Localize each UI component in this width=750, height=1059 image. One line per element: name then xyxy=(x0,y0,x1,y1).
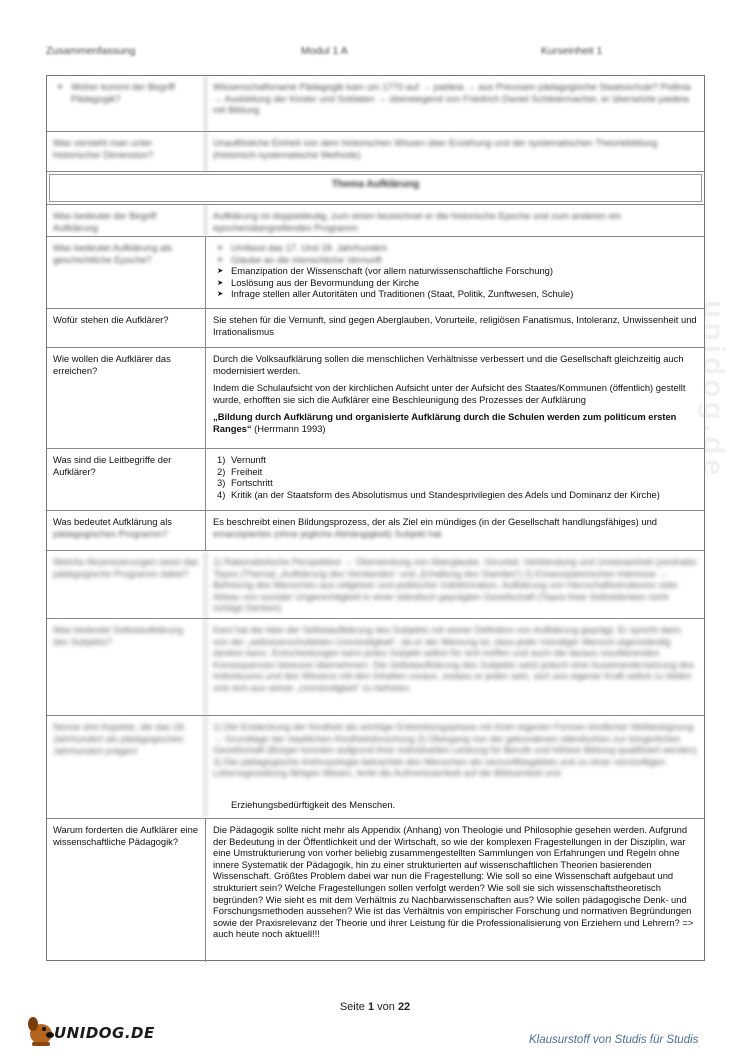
answer-text: Es beschreibt einen Bildungsprozess, der als Ziel ein mündiges (in der Gesellschaft handlungsfähiges) und xyxy=(213,516,658,527)
table-row xyxy=(47,511,704,551)
table-row xyxy=(47,309,704,348)
table-row xyxy=(47,619,704,716)
answer-cell xyxy=(207,716,704,818)
answer-cell: Kant hat die Idee der Selbstaufklärung des Subjekts mit seiner Definition von Aufklärung geprägt. Er spricht darin von der „selbstverschuldeten Unmündigkeit“, da er der Meinung ist, dass jeder mündiger Mensch eigenständig denken kann. Entscheidungen kann jedes Subjekt selbst für sich treffen und auch die daraus resultierenden Konsequenzen bewusst übernehmen. Die Selbstaufklärung des Subjekts setzt jedoch eine Auseinandersetzung des Individuums und des Wissens mit den Inhalten voraus, sodass er jeden sein, sich aus eigener Kraft selbst zu bilden und sich aus seiner „Unmündigkeit“ zu befreien. xyxy=(213,624,695,693)
question-cell: Was sind die Leitbegriffe der Aufklärer? xyxy=(47,449,206,510)
question-cell xyxy=(47,76,206,131)
question-cell: Was bedeutet Selbstaufklärung des Subjekts? xyxy=(47,619,206,715)
summary-table xyxy=(46,75,705,961)
list-item: 1) Vernunft xyxy=(217,454,266,465)
list-item: 2) Freiheit xyxy=(217,465,263,477)
question-cell: Warum forderten die Aufklärer eine wissenschaftliche Pädagogik? xyxy=(47,819,206,962)
list-item: ➤ Loslösung aus der Bevormundung der Kirche xyxy=(213,277,698,289)
answer-cell: 1) Rationalistische Perspektive → Überwindung von Aberglaube, Vorurteil, Verblendung und Unwissenheit (zentrales Topos (Thema) „Aufklärung des Verstandes“ und „Erhaltung des Standes“) 2) Emanzipatorisches Interesse → Befreiung des Menschen aus religiöser und politischer Indoktrination, Aufklärung von Herrschaftsstrukturen oder Abbau von sozialer Ungerechtigkeit in einer ständisch geprägten Gesellschaft (Topos freie Selbstdenken nicht richtige Denken) xyxy=(213,556,697,614)
answer-cell xyxy=(207,237,704,308)
list-item: 3) Fortschritt xyxy=(217,477,273,489)
question-cell xyxy=(47,511,206,550)
question-cell xyxy=(47,237,206,308)
question-text-partial: geschichtliche Epoche? xyxy=(53,254,152,265)
watermark-text: unidog.de xyxy=(697,300,730,480)
answer-cell: Sie stehen für die Vernunft, sind gegen Aberglauben, Vorurteile, religiösen Fanatismus, Intoleranz, Unwissenheit und Irrationalismus xyxy=(213,314,697,337)
answer-cell: Unauflösliche Einheit von dem historischen Wissen über Erziehung und der systematischen Theoriebildung (historisch-systematische Methode) xyxy=(213,137,658,160)
question-cell: Wie wollen die Aufklärer das erreichen? xyxy=(47,348,206,448)
table-row xyxy=(47,132,704,172)
answer-cell: Wissenschaftsname Pädagogik kam um 1770 auf → paideia → aus Preussen pädagogische Staatsschule? Pollinia → Ausbildung der Kinder und Soldaten → überwiegend von Friedrich Daniel Schleiermacher, er übersetzte paideia mit Bildung xyxy=(213,81,691,116)
page-header xyxy=(46,45,706,61)
answer-text: Erziehungsbedürftigkeit des Menschen. xyxy=(231,799,396,810)
table-row xyxy=(47,237,704,309)
table-row xyxy=(47,205,704,237)
unidog-logo xyxy=(24,1012,154,1048)
question-text-blurred: pädagogisches Programm? xyxy=(53,528,168,539)
current-page: 1 xyxy=(367,1001,375,1013)
header-left: Zusammenfassung xyxy=(46,45,136,57)
table-row xyxy=(47,348,704,449)
question-text: ➤ Woher kommt der Begriff Pädagogik? xyxy=(53,81,199,105)
quote-paragraph xyxy=(213,411,698,434)
table-row xyxy=(47,551,704,619)
answer-text-blurred: emanzipiertes (ohne jegliche Abhängigkeit) Subjekt hat. xyxy=(213,527,444,539)
answer-cell: Die Pädagogik sollte nicht mehr als Appendix (Anhang) von Theologie und Philosophie gesehen werden. Aufgrund der Bedeutung in der Öffentlichkeit und der Wirtschaft, so wie der komplexen Fragestellungen in der Disziplin, war eine Umstrukturierung von vorher beliebig zusammengestellten Sammlungen von Erfahrungen und Regeln ohne innere Systematik der Pädagogik, hin zu einer strukturierten auf wissenschaftlichen Theorien basierenden Wissenschaft. Größtes Problem dabei war nun die Fragestellung: Wie soll so eine Wissenschaft aufgebaut und strukturiert sein? Welche Fragestellungen sollen verfolgt werden? Wie soll sie sich wissenschaftstheoretisch begründen? Wie sieht es mit dem Verhältnis zu Nachbarwissenschaften aus? Wie sollen pädagogische Denk- und Forschungsmethoden aussehen? Wie ist das Verhältnis von empirischer Forschung und normativen Begründungen sowie der Praxisrelevanz der Theorie und ihrer Leistung für die Professionalisierung von Erziehern und Lehrern? => auch heute noch aktuell!!! xyxy=(213,824,694,940)
question-text-blurred: Was bedeutet Aufklärung als xyxy=(53,242,172,253)
answer-cell: Aufklärung ist doppeldeutig, zum einen bezeichnet er die historische Epoche und zum anderen ein epochenübergreifendes Programm xyxy=(213,210,622,233)
question-cell: Was bedeutet der Begriff Aufklärung xyxy=(47,205,206,236)
answer-cell xyxy=(207,449,704,510)
total-pages: 22 xyxy=(397,1001,411,1013)
theme-heading-row xyxy=(47,172,704,205)
list-item: ➤ Emanzipation der Wissenschaft (vor allem naturwissenschaftliche Forschung) xyxy=(213,265,698,277)
question-cell: Wofür stehen die Aufklärer? xyxy=(47,309,206,347)
list-item: ➤ Glaube an die menschliche Vernunft xyxy=(213,254,698,266)
table-row xyxy=(47,716,704,819)
header-center: Modul 1 A xyxy=(301,45,348,57)
slogan: Klausurstoff von Studis für Studis xyxy=(529,1034,699,1046)
question-text: Was bedeutet Aufklärung als xyxy=(53,516,172,527)
list-item: 4) Kritik (an der Staatsform des Absolutismus und Standesprivilegien des Adels und Dominanz der Kirche) xyxy=(217,488,660,500)
question-cell: Was versteht man unter historischer Dimension? xyxy=(47,132,206,171)
dog-icon xyxy=(24,1012,58,1048)
answer-cell xyxy=(207,348,704,448)
question-cell: Nenne drei Aspekte, die das 18. Jahrhundert als pädagogisches Jahrhundert prägen! xyxy=(47,716,206,818)
table-row xyxy=(47,449,704,511)
answer-cell xyxy=(207,511,704,550)
answer-text-blurred: 1) Die Entdeckung der Kindheit als wichtige Entwicklungsphase mit ihren eigenen Formen kindlicher Weltaneignung → Grundlage der staatlichen Kindheitsforschung 2) Übergang von der gebundenen ständischen zur bürgerlichen Gesellschaft (Bürger konnten aufgrund ihrer individuellen Leistung für Berufe und höhere Bildung qualifiziert werden) 3) Die pädagogische Anthropologie betrachtet den Menschen als vernunftbegabtes und zu einer vernünftigen Lebensgestaltung fähiges Wesen, lenkt die Aufmerksamkeit auf die Bildsamkeit und xyxy=(213,721,697,779)
quote-text: „Bildung durch Aufklärung und organisierte Aufklärung durch die Schulen werden zum politicum ersten Ranges“ xyxy=(213,411,677,434)
list-item: ➤ Infrage stellen aller Autoritäten und Traditionen (Staat, Politik, Zunftwesen, Schule) xyxy=(213,288,698,300)
answer-paragraph: Durch die Volksaufklärung sollen die menschlichen Verhältnisse verbessert und die Gesellschaft gleichzeitig auch modernisiert werden. xyxy=(213,353,684,376)
logo-text: UNIDOG.DE xyxy=(54,1024,155,1042)
quote-citation: (Herrmann 1993) xyxy=(251,422,326,434)
header-right: Kurseinheit 1 xyxy=(541,45,603,57)
table-row xyxy=(47,76,704,132)
theme-title: Thema Aufklärung xyxy=(331,179,420,190)
question-cell: Welche Akzentuierungen weist das pädagogische Programm dabei? xyxy=(47,551,206,618)
answer-paragraph: Indem die Schulaufsicht von der kirchlichen Aufsicht unter der Aufsicht des Staates/Kommunen (öffentlich) gestellt wurde, erhofften sie sich die Aufklärer eine Beschleunigung des Prozesses der Aufklärung xyxy=(213,382,686,405)
table-row xyxy=(47,819,704,962)
list-item: ➤ Umfasst das 17. Und 18. Jahrhundert xyxy=(213,242,698,254)
page-number: Seite 1 von 22 xyxy=(339,1001,411,1013)
